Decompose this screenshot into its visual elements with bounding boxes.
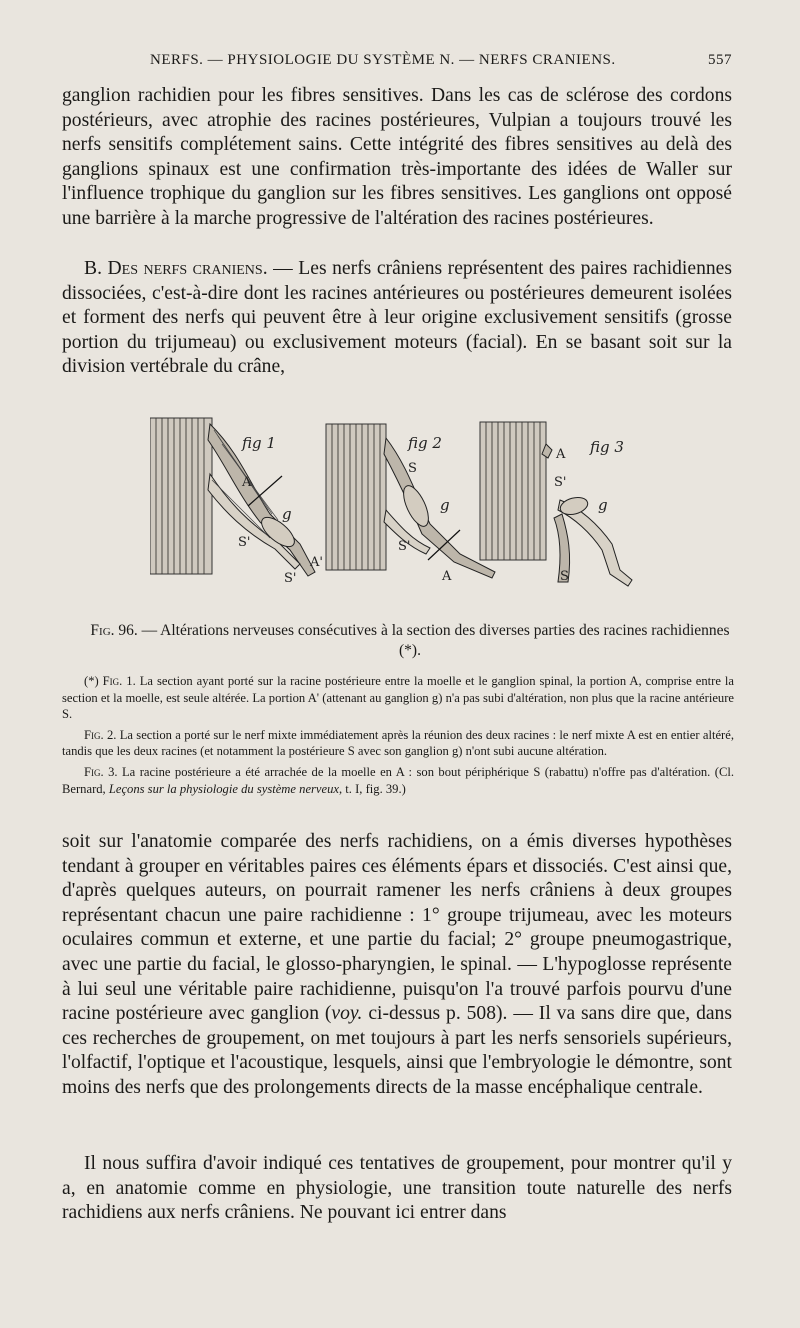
letter-a: A: [442, 569, 452, 584]
letter-g: g: [282, 505, 292, 523]
figure-96: [150, 414, 650, 614]
footnote-text: La section ayant porté sur la racine postérieure entre la moelle et le ganglion spinal, la portion A, comprise entre la section et la moelle, est seule altérée. La portion A' (attenant au ganglion g) n'a pas subi d'altération, non plus que la racine antérieure S.: [62, 674, 734, 722]
figure-2-drawing: [326, 424, 495, 584]
paragraph-text: [62, 257, 732, 380]
paragraph-cranial-nerves: [62, 257, 732, 380]
footnote-label: Fig. 1.: [102, 674, 136, 688]
section-text: — Les nerfs crâniens représentent des paires rachidiennes dissociées, c'est-à-dire dont les racines antérieures ou postérieures demeurent isolées et forment des nerfs qui peuvent être à leur origine exclusivement sensitifs (grosse portion du trijumeau) ou exclusivement moteurs (facial). En se basant soit sur la division vertébrale du crâne,: [62, 258, 732, 378]
figure-3-label: fig 3: [590, 438, 624, 456]
paragraph-text: [62, 830, 732, 1101]
footnote-book-title: Leçons sur la physiologie du système nerveux: [108, 781, 339, 796]
figure-2-label: fig 2: [408, 434, 442, 452]
running-title: NERFS. — PHYSIOLOGIE DU SYSTÈME N. — NERFS CRANIENS.: [150, 52, 616, 68]
footnote-text: La racine postérieure a été arrachée de la moelle en A : son bout périphérique S (rabattu) n'offre pas d'altération. (Cl. Bernard,: [62, 764, 734, 796]
paragraph-ganglion: [62, 84, 732, 232]
section-heading: B. Des nerfs craniens.: [84, 258, 268, 279]
letter-s-prime: S': [398, 539, 411, 554]
paragraph-part: ci-dessus p. 508). — Il va sans dire que, dans ces recherches de groupement, on met toujours à part les nerfs sensoriels supérieurs, l'olfactif, l'optique et l'acoustique, lesquels, ainsi que l'embryologie le démontre, sont moins des nerfs que des prolongements directs de la masse encéphalique centrale.: [62, 1003, 732, 1098]
paragraph-transition: [62, 1152, 732, 1226]
paragraph-grouping: [62, 830, 732, 1101]
footnote-text: , t. I, fig. 39.): [339, 781, 406, 796]
paragraph-text: Il nous suffira d'avoir indiqué ces tentatives de groupement, pour montrer qu'il y a, en anatomie comme en physiologie, une transition toute naturelle des nerfs rachidiens aux nerfs crâniens. Ne pouvant ici entrer dans: [62, 1153, 732, 1224]
footnote-text: La section a porté sur le nerf mixte immédiatement après la réunion des deux racines : le nerf mixte A est en entier altéré, tandis que les deux racines (et notamment la postérieure S avec son ganglion g) n'ont subi aucune altération.: [62, 727, 734, 759]
nerve-section-illustration: [150, 414, 650, 614]
footnote-fig-3: [62, 764, 734, 797]
running-header: [150, 52, 732, 69]
caption-label: Fig. 96.: [90, 622, 138, 639]
caption-text: — Altérations nerveuses consécutives à la section des diverses parties des racines rachidiennes (*).: [137, 622, 730, 659]
paragraph-italic: voy.: [331, 1003, 363, 1025]
footnote-label: Fig. 3.: [84, 764, 118, 779]
letter-s: S: [560, 569, 569, 584]
figure-3-drawing: [480, 422, 632, 586]
paragraph-part: soit sur l'anatomie comparée des nerfs rachidiens, on a émis diverses hypothèses tendant à grouper en véritables paires ces éléments épars et dissociés. C'est ainsi que, d'après quelques auteurs, on pourrait ramener les nerfs crâniens à deux groupes représentant chacun une paire rachidienne : 1° groupe trijumeau, avec les moteurs oculaires commun et externe, et une partie du facial; 2° groupe pneumogastrique, avec une partie du facial, le glosso-pharyngien, le spinal. — L'hypoglosse représente à lui seul une véritable paire rachidienne, puisqu'on l'a trouvé parfois pourvu d'une racine postérieure avec ganglion (: [62, 831, 732, 1025]
letter-g: g: [598, 496, 608, 514]
paragraph-text: ganglion rachidien pour les fibres sensitives. Dans les cas de sclérose des cordons postérieurs, avec atrophie des racines postérieures, Vulpian a toujours trouvé les nerfs sensitifs complétement sains. Cette intégrité des fibres sensitives au delà des ganglions spinaux est une confirmation très-importante des idées de Waller sur l'influence trophique du ganglion sur les fibres sensitives. Les ganglions ont opposé une barrière à la marche progressive de l'altération des racines postérieures.: [62, 85, 732, 229]
letter-s-prime: S': [554, 475, 567, 490]
page-number: 557: [708, 52, 732, 68]
letter-s-prime: S': [284, 571, 297, 586]
footnote-fig-2: [62, 727, 734, 760]
letter-a-prime: A': [310, 555, 323, 570]
letter-a: A: [242, 475, 252, 490]
figure-1-drawing: [150, 418, 323, 586]
letter-s-prime: S': [238, 535, 251, 550]
figure-caption: [90, 621, 730, 661]
footnote-marker: (*): [84, 674, 103, 688]
letter-s: S: [408, 461, 417, 476]
letter-g: g: [440, 496, 450, 514]
footnote-label: Fig. 2.: [84, 727, 117, 742]
footnotes: [62, 673, 734, 801]
footnote-fig-1: [62, 673, 734, 723]
figure-1-label: fig 1: [242, 434, 276, 452]
letter-a: A: [556, 447, 566, 462]
